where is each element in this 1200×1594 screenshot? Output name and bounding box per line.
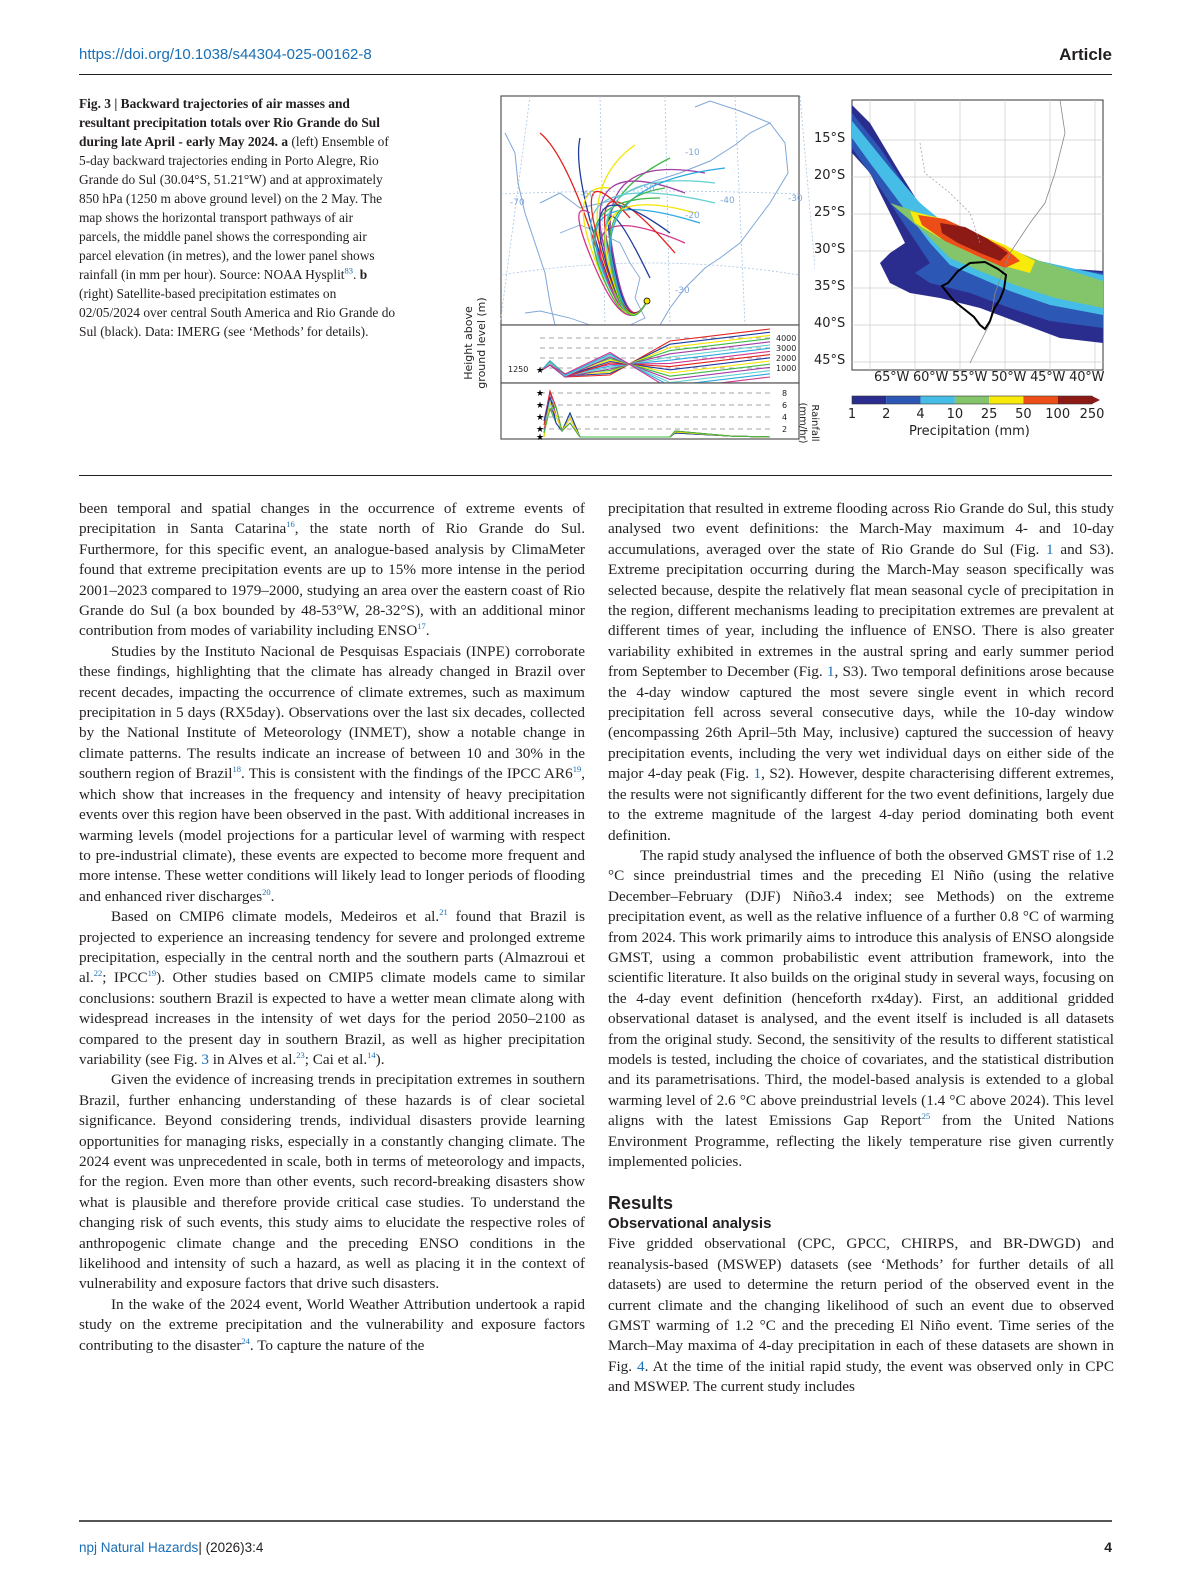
text-run: ; Cai et al. xyxy=(304,1050,368,1068)
text-run: , S3). Two temporal definitions arose because the 4-day window captured the most severe single event in which record precipitation fell across several consecutive days, while the 10-day window (encompassing 26th April–5th May, inclusive) captured the succession of heavy precipitation events, including the very wet individual days on either side of the major 4-day peak (Fig. xyxy=(608,663,1114,783)
text-run: . At the time of the initial rapid study, the event was observed only in CPC and MSWEP. The current study includes xyxy=(608,1357,1114,1396)
text-run: from the United Nations Environment Programme, reflecting the likely temperature rise given currently implemented policies. xyxy=(608,1112,1114,1170)
latitude-label: 15°S xyxy=(814,131,846,146)
start-star: ★ xyxy=(536,365,545,375)
figure-xref[interactable]: 4 xyxy=(637,1357,645,1375)
article-type-label: Article xyxy=(1059,45,1112,64)
map-lat-label: -10 xyxy=(685,148,700,158)
citation-ref[interactable]: 16 xyxy=(286,519,295,530)
colorbar-tick: 1 xyxy=(847,407,857,422)
colorbar-tick: 2 xyxy=(882,407,891,422)
colorbar-segment xyxy=(1058,396,1092,404)
body-column-left xyxy=(79,499,585,1356)
rainfall-axis-label: Rainfall (mm/hr) xyxy=(797,402,820,444)
header-rule xyxy=(79,74,1112,75)
map-lon-label: -30 xyxy=(788,194,803,204)
text-run: Studies by the Instituto Nacional de Pesquisas Espaciais (INPE) corroborate these findings, highlighting that the climate has already changed in Brazil over recent decades, impacting the occurrence of climate extremes, such as maximum precipitation in 5 days (RX5day). Observations over the last six decades, collected by the National Institute of Meteorology (INMET), show a notable change in climate patterns. The results indicate an increase of between 10 and 30% in the southern region of Brazil xyxy=(79,642,585,783)
height-tick: 3000 xyxy=(776,344,797,353)
colorbar-tick: 10 xyxy=(946,407,964,422)
colorbar-tick: 4 xyxy=(916,407,925,422)
latitude-label: 45°S xyxy=(814,353,846,368)
colorbar-segment xyxy=(1023,396,1057,404)
text-run: Based on CMIP6 climate models, Medeiros et al. xyxy=(111,908,440,926)
text-run: The rapid study analysed the influence of both the observed GMST rise of 1.2 °C since preindustrial times and the preceding El Niño (using the relative December–February (DJF) Niño3.4 index; see Methods) on the extreme precipitation event, as well as the relative influence of a further 0.8 °C of warming from 2024. This work primarily aims to introduce this analysis of ENSO alongside GMST, using a common probabilistic event attribution framework, into the scientific literature. It also builds on the original study in several ways, focusing on the 4-day event definition (henceforth rx4day). First, an additional gridded observational dataset is analysed, and the event itself is included is all datasets from the original study. Second, the sensitivity of the results to different statistical models is tested, including the choice of covariates, and the statistical distribution and its parametrisations. Third, the model-based analysis is extended to a global warming level of 2.6 °C above preindustrial levels (1.4 °C above 2024). This level aligns with the latest Emissions Gap Report xyxy=(608,846,1114,1130)
figure-rule xyxy=(79,475,1112,476)
text-run: . This is consistent with the findings of the IPCC AR6 xyxy=(241,765,573,783)
citation-ref[interactable]: 19 xyxy=(572,764,582,775)
caption-b-text: (right) Satellite-based precipitation estimates on 02/05/2024 over central South America and Rio Grande do Sul (black). Data: IMERG (see ‘Methods’ for details). xyxy=(79,286,396,339)
text-run: and S3). Extreme precipitation occurring during the March-May season specifically was selected because, despite the relatively flat mean seasonal cycle of precipitation in the region, different mechanisms leading to precipitation extremes are prevalent at different times of year, including the influence of ENSO. There is also greater variability exhibited in extremes in the austral spring and early summer period from September to December (Fig. xyxy=(608,540,1114,681)
colorbar-segment xyxy=(989,396,1023,404)
porto-alegre-marker xyxy=(644,298,650,304)
colorbar-tick: 50 xyxy=(1015,407,1032,422)
paragraph xyxy=(79,499,585,642)
paragraph xyxy=(79,642,585,907)
rain-tick: 2 xyxy=(782,425,788,434)
results-paragraph xyxy=(608,1234,1114,1397)
page-number: 4 xyxy=(1104,1539,1112,1555)
figure-xref[interactable]: 1 xyxy=(826,663,835,681)
citation-ref[interactable]: 23 xyxy=(296,1049,305,1060)
height-tick: 2000 xyxy=(776,354,797,363)
caption-label: Fig. 3 | xyxy=(79,96,121,111)
text-run: Five gridded observational (CPC, GPCC, CHIRPS, and BR-DWGD) and reanalysis-based (MSWEP) datasets (see ‘Methods’ for further details of all datasets) are used to determine the return period of the observed event in the current climate and the changing likelihood of such an event due to observed GMST warming of 1.2 °C and the preceding El Niño event. Time series of the March–May maxima of 4-day precipitation in each of these datasets are shown in Fig. xyxy=(608,1235,1114,1375)
paragraph xyxy=(79,907,585,1070)
latitude-label: 40°S xyxy=(814,316,846,331)
paragraph xyxy=(79,1295,585,1356)
colorbar-segment xyxy=(921,396,955,404)
text-run: Given the evidence of increasing trends in precipitation extremes in southern Brazil, further enhancing understanding of these hazards is of clear societal significance. Beyond considering trends, individual disasters provide learning opportunities for managing risks, especially in a constantly changing climate. The 2024 event was unprecedented in scale, both in terms of meteorology and impacts, for the region. Even more than other events, such record-breaking disasters show what is plausible and therefore provide critical case studies. To understand the changing risk of such events, this study aims to elucidate the respective roles of anthropogenic climate change and the preceding ENSO conditions in the likelihood and intensity of such a hazard, as well as placing it in the context of vulnerability and exposure factors that drive such disasters. xyxy=(79,1071,585,1293)
text-run: ). Other studies based on CMIP5 climate models came to similar conclusions: southern Brazil is expected to have a wetter mean climate along with widespread increases in the intensity of wet days for the period 2050–2100 as compared to the present day in southern Brazil, as well as higher precipitation variability (see Fig. xyxy=(79,969,586,1068)
citation-ref[interactable]: 18 xyxy=(232,764,242,775)
map-lon-label: -50 xyxy=(640,184,655,194)
citation-ref[interactable]: 83 xyxy=(344,265,354,276)
colorbar-tick: 25 xyxy=(980,407,998,422)
doi-link[interactable]: https://doi.org/10.1038/s44304-025-00162-8 xyxy=(79,46,372,63)
text-run: , which show that increases in the frequency and intensity of heavy precipitation events over this region have been observed in the past. With additional increases in warming levels (model projections for a particular level of warming with respect to pre-industrial climate), these events are expected to become more frequent and more intense. These wetter conditions will likely lead to longer periods of flooding and enhanced river discharges xyxy=(79,765,585,905)
colorbar-extend-arrow xyxy=(1092,396,1100,404)
text-run: found that Brazil is projected to experience an increasing tendency for severe and prolonged extreme precipitation, especially in the central north and the southern parts (Almazroui et al. xyxy=(79,908,585,987)
figure-xref[interactable]: 3 xyxy=(201,1050,209,1068)
text-run: . xyxy=(270,887,275,905)
body-column-right xyxy=(608,499,1114,1398)
colorbar-tick: 250 xyxy=(1079,407,1105,422)
caption-a-end: . xyxy=(353,267,357,282)
text-run: been temporal and spatial changes in the occurrence of extreme events of precipitation in Santa Catarina xyxy=(79,500,585,538)
precipitation-map xyxy=(830,93,1120,445)
text-run: In the wake of the 2024 event, World Weather Attribution undertook a rapid study on the extreme precipitation and the vulnerability and exposure factors contributing to the disaster xyxy=(79,1295,585,1354)
figure-xref[interactable]: 1 xyxy=(1046,540,1054,558)
map-lon-label: -60 xyxy=(580,190,595,200)
footer-rule xyxy=(79,1520,1112,1522)
caption-a-label: a xyxy=(281,134,289,149)
citation-ref[interactable]: 14 xyxy=(367,1049,376,1060)
paragraph xyxy=(79,1070,585,1294)
height-axis-label: Height above ground level (m) xyxy=(462,297,488,389)
figure-caption xyxy=(79,94,397,341)
map-lat-label: -20 xyxy=(685,211,700,221)
colorbar xyxy=(852,396,1100,404)
text-run: , the state north of Rio Grande do Sul. Furthermore, for this specific event, an analogue-based analysis by ClimaMeter found that extreme precipitation events are up to 15% more intense in the period 2001–2023 compared to 1979–2000, studying an area over the eastern coast of Rio Grande do Sul (a box bounded by 48-53°W, 28-32°S), with an additional minor contribution from modes of variability including ENSO xyxy=(79,520,585,640)
map-lon-label: -70 xyxy=(510,198,525,208)
right-column-paragraphs xyxy=(608,499,1114,1172)
colorbar-tick: 100 xyxy=(1045,407,1071,422)
rain-tick: 6 xyxy=(782,401,788,410)
map-lat-label: -30 xyxy=(675,286,690,296)
paragraph xyxy=(608,499,1114,846)
rain-tick: 8 xyxy=(782,389,788,398)
citation-ref[interactable]: 20 xyxy=(262,886,271,897)
caption-a-text: (left) Ensemble of 5-day backward trajectories ending in Porto Alegre, Rio Grande do Sul (30.04°S, 51.21°W) and at approximately 850 hPa (1250 m above ground level) on the 2 May. The map shows the horizontal transport pathways of air parcels, the middle panel shows the corresponding air parcel elevation (in metres), and the lower panel shows rainfall (in mm per hour). Source: NOAA Hysplit xyxy=(79,134,389,282)
height-start-label: 1250 xyxy=(508,365,529,374)
citation-ref[interactable]: 17 xyxy=(417,621,426,632)
citation-ref[interactable]: 19 xyxy=(147,968,157,979)
rain-star: ★ xyxy=(536,412,545,422)
rain-star: ★ xyxy=(536,388,545,398)
journal-name[interactable]: npj Natural Hazards xyxy=(79,1540,199,1555)
section-heading-results: Results xyxy=(608,1193,674,1214)
subsection-heading-observational-analysis: Observational analysis xyxy=(608,1215,772,1233)
text-run: , S2). However, despite characterising different extremes, the results were not significantly different for the two event definitions, largely due to the extreme magnitude of the largest 4-day period dominating both event definition. xyxy=(608,765,1114,844)
text-run: . xyxy=(425,622,430,640)
latitude-label: 30°S xyxy=(814,242,846,257)
colorbar-segment xyxy=(955,396,989,404)
caption-title: Backward trajectories of air masses and resultant precipitation totals over Rio Grande do Sul during late April - early May 2024. xyxy=(79,96,380,149)
rain-tick: 4 xyxy=(782,413,788,422)
latitude-label: 20°S xyxy=(814,168,846,183)
figure-panel-b xyxy=(814,93,1120,445)
journal-citation: | (2026)3:4 xyxy=(198,1540,264,1555)
map-lon-label: -40 xyxy=(720,196,735,206)
rain-star: ★ xyxy=(536,400,545,410)
rain-star: ★ xyxy=(536,424,545,434)
text-run: . To capture the nature of the xyxy=(249,1336,425,1354)
citation-ref[interactable]: 24 xyxy=(241,1335,250,1346)
latitude-label: 25°S xyxy=(814,205,846,220)
caption-b-label: b xyxy=(359,267,368,282)
figure-panel-a xyxy=(462,93,820,444)
citation-ref[interactable]: 21 xyxy=(439,907,448,918)
longitude-labels: 65°W 60°W 55°W 50°W 45°W 40°W xyxy=(874,370,1105,385)
latitude-label: 35°S xyxy=(814,279,846,294)
meridian-line xyxy=(800,96,815,325)
colorbar-segment xyxy=(886,396,920,404)
rain-star: ★ xyxy=(536,432,545,442)
text-run: ). xyxy=(375,1050,385,1068)
colorbar-title: Precipitation (mm) xyxy=(909,424,1030,439)
colorbar-segment xyxy=(852,396,886,404)
height-tick: 4000 xyxy=(776,334,797,343)
trajectory-figure xyxy=(470,93,815,443)
figure-xref[interactable]: 1 xyxy=(753,765,762,783)
footer-journal xyxy=(79,1540,263,1555)
height-tick: 1000 xyxy=(776,364,797,373)
citation-ref[interactable]: 22 xyxy=(93,968,103,979)
citation-ref[interactable]: 25 xyxy=(921,1111,931,1122)
text-run: ; IPCC xyxy=(102,969,148,987)
paragraph xyxy=(608,846,1114,1173)
text-run: precipitation that resulted in extreme flooding across Rio Grande do Sul, this study analysed two event definitions: the March-May maximum 4- and 10-day accumulations, averaged over the state of Rio Grande do Sul (Fig. xyxy=(608,500,1114,558)
text-run: in Alves et al. xyxy=(208,1050,297,1068)
